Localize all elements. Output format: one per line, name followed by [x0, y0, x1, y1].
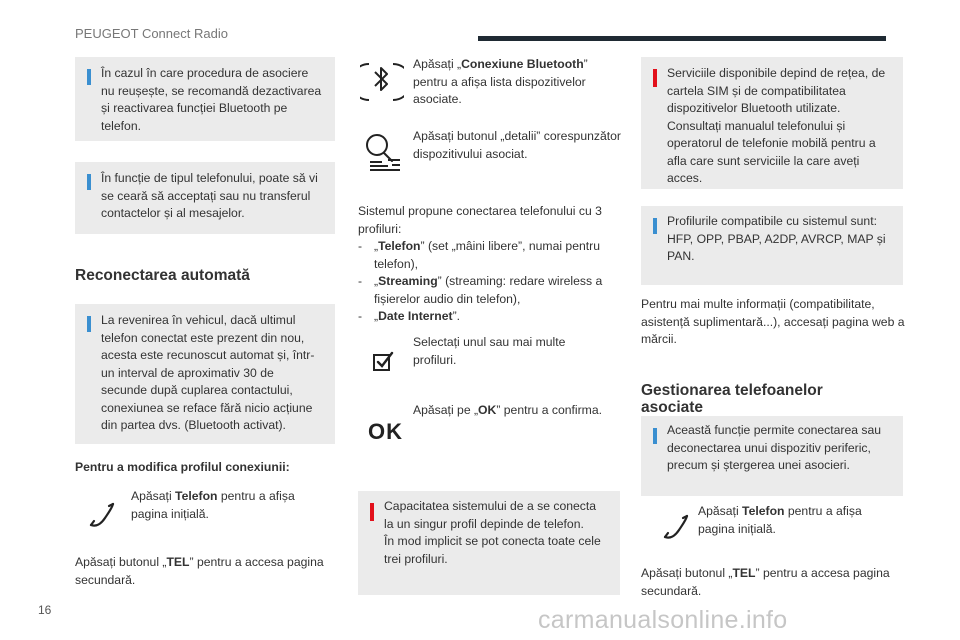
checkbox-icon[interactable]	[372, 350, 394, 372]
phone-icon[interactable]	[87, 500, 117, 530]
step-ok-text: Apăsați pe „OK” pentru a confirma.	[413, 403, 602, 417]
info-text: În cazul în care procedura de asociere nu reușește, se recomandă dezactivarea și reactivarea funcției Bluetooth pe telefon.	[101, 66, 322, 133]
info-marker	[87, 316, 91, 332]
info-box-pairing	[75, 57, 335, 141]
info-text: În funcție de tipul telefonului, poate să vi se ceară să acceptați sau nu transferul contactelor și al mesajelor.	[101, 171, 318, 220]
warning-box-services	[641, 57, 903, 189]
warning-box-profiles	[358, 491, 620, 595]
more-info-text: Pentru mai multe informații (compatibilitate, asistență suplimentară...), accesați pagina web a mărcii.	[641, 297, 905, 346]
step-select-text: Selectați unul sau mai multe profiluri.	[413, 335, 566, 367]
bluetooth-icon[interactable]	[360, 60, 404, 110]
warning-marker	[370, 503, 374, 521]
warning-text: Capacitatea sistemului de a se conecta la un singur profil depinde de telefon. În mod implicit se pot conecta toate cele trei profiluri.	[384, 499, 601, 566]
header-bar	[478, 36, 886, 41]
details-icon[interactable]	[362, 130, 404, 174]
ok-icon[interactable]: OK	[368, 419, 403, 444]
info-text: La revenirea în vehicul, dacă ultimul telefon conectat este prezent din nou, acesta este recunoscut automat și, într-un interval de aproximativ 30 de secunde după cuplarea contactului, conexiunea se reface fără nicio acțiune din partea dvs. (Bluetooth activat).	[101, 313, 315, 432]
info-box-manage	[641, 416, 903, 496]
step-details-text: Apăsați butonul „detalii” corespunzător dispozitivului asociat.	[413, 129, 621, 161]
info-box-profiles	[641, 206, 903, 285]
page-number: 16	[38, 603, 52, 617]
section-heading-reconnect: Reconectarea automată	[75, 267, 250, 284]
running-header: PEUGEOT Connect Radio	[75, 26, 228, 41]
info-text: Această funcție permite conectarea sau deconectarea unui dispozitiv periferic, precum și ștergerea unei asocieri.	[667, 423, 882, 472]
step-phone-text: Apăsați Telefon pentru a afișa pagina inițială.	[131, 489, 295, 521]
info-box-reconnect	[75, 304, 335, 444]
tel-button-text: Apăsați butonul „TEL” pentru a accesa pagina secundară.	[75, 555, 324, 587]
info-marker	[87, 174, 91, 190]
step-phone-text: Apăsați Telefon pentru a afișa pagina inițială.	[698, 504, 862, 536]
info-marker	[653, 428, 657, 444]
info-text: Profilurile compatibile cu sistemul sunt: HFP, OPP, PBAP, A2DP, AVRCP, MAP și PAN.	[667, 214, 886, 263]
modify-profile-title: Pentru a modifica profilul conexiunii:	[75, 460, 290, 474]
info-marker	[87, 69, 91, 85]
info-marker	[653, 218, 657, 234]
info-box-contacts	[75, 162, 335, 234]
profiles-intro: Sistemul propune conectarea telefonului cu 3 profiluri:	[358, 204, 602, 236]
step-bluetooth-text: Apăsați „Conexiune Bluetooth” pentru a afișa lista dispozitivelor asociate.	[413, 57, 588, 106]
phone-icon[interactable]	[661, 512, 691, 542]
warning-text: Serviciile disponibile depind de rețea, de cartela SIM și de compatibilitatea dispozitivelor Bluetooth utilizate. Consultați manualul telefonului și operatorul de telefonie mobilă pentru a afla care sunt serviciile la care aveți acces.	[667, 66, 886, 185]
section-heading-manage: Gestionarea telefoanelor asociate	[641, 382, 823, 416]
watermark: carmanualsonline.info	[538, 606, 788, 634]
warning-marker	[653, 69, 657, 87]
tel-button-text: Apăsați butonul „TEL” pentru a accesa pagina secundară.	[641, 566, 890, 598]
